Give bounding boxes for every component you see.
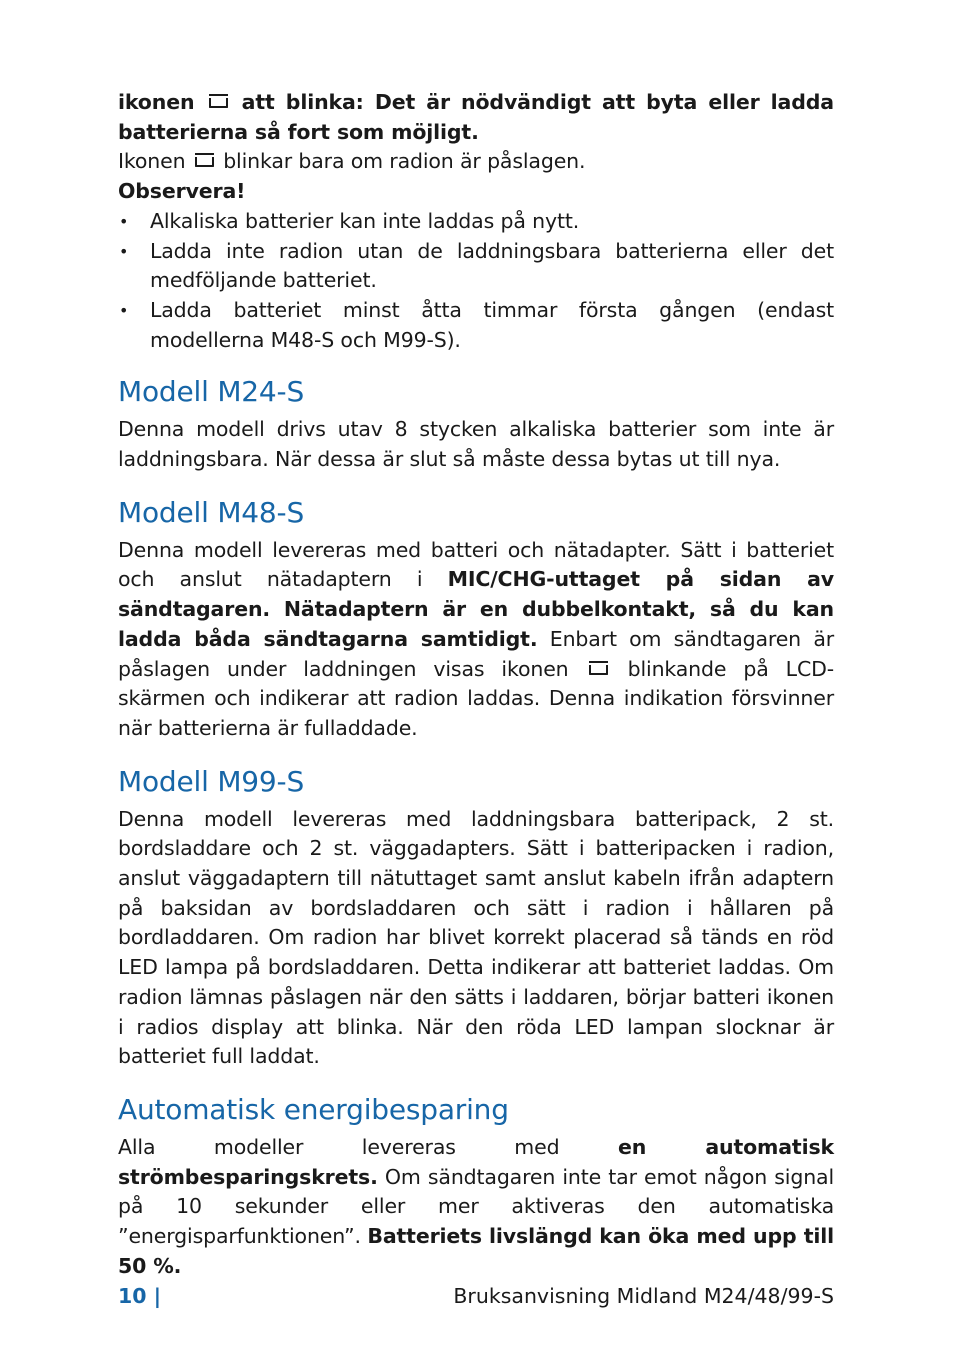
page-content: [118, 88, 834, 1282]
bullet-icon: •: [119, 241, 129, 261]
section-text-m99: Denna modell levereras med laddningsbara batteripack, 2 st. bordsladdare och 2 st. väggadapters. Sätt i batteripacken i radion, anslut väggadaptern till nätuttaget samt anslut kabeln ifrån adaptern på baksidan av bordsladdaren och sätt i radion i hållaren på bordladdaren. Om radion har blivet korrekt placerad så tänds en röd LED lampa på bordsladdaren. Detta indikerar att batteriet laddas. Om radion lämnas påslagen när den sätts i laddaren, börjar batteri ikonen i radios display att blinka. När den röda LED lampan slocknar är batteriet full laddat.: [118, 806, 834, 1069]
section-text-m24: Denna modell drivs utav 8 stycken alkaliska batterier som inte är laddningsbara. När dessa är slut så måste dessa bytas ut till nya.: [118, 417, 834, 472]
list-item: • Ladda batteriet minst åtta timmar första gången (endast modellerna M48-S och M99-S).: [119, 297, 834, 352]
intro-warning-text: att blinka: Det är nödvändigt att byta eller ladda batterierna så fort som möjligt.: [118, 90, 834, 144]
section-text-m48: Denna modell levereras med batteri och nätadapter. Sätt i batteriet och anslut nätadaptern i MIC/CHG-uttaget på sidan av sändtagaren. Nätadaptern är en dubbelkontakt, så du kan ladda båda sändtagarna samtidigt. Enbart om sändtagaren är påslagen under laddningen visas ikonen blinkande på LCD-skärmen och indikerar att radion laddas. Denna indikation försvinner när batterierna är fulladdade.: [118, 537, 835, 740]
bullet-icon: •: [119, 211, 129, 231]
section-heading-auto: Automatisk energibesparing: [118, 1092, 509, 1126]
note-list: [118, 207, 834, 356]
bullet-icon: •: [119, 300, 129, 320]
intro-note: [118, 147, 834, 177]
section-heading-m48: Modell M48-S: [118, 495, 305, 529]
section-heading-m24: Modell M24-S: [118, 375, 305, 409]
note-heading: Observera!: [118, 179, 246, 204]
page-number: 10 |: [118, 1284, 162, 1308]
footer-title: Bruksanvisning Midland M24/48/99-S: [453, 1284, 834, 1308]
intro-warning: [118, 88, 834, 147]
battery-icon: [209, 98, 228, 108]
list-item: • Ladda inte radion utan de laddningsbara batterierna eller det medföljande batteriet.: [119, 238, 834, 293]
battery-icon: [195, 157, 214, 167]
section-text-auto: Alla modeller levereras med en automatisk strömbesparingskrets. Om sändtagaren inte tar emot någon signal på 10 sekunder eller mer aktiveras den automatiska ”energisparfunktionen”. Batteriets livslängd kan öka med upp till 50 %.: [118, 1134, 834, 1278]
list-item: • Alkaliska batterier kan inte laddas på nytt.: [118, 207, 834, 237]
intro-warning-lead: ikonen: [118, 90, 195, 114]
intro-note-text: blinkar bara om radion är påslagen.: [223, 149, 586, 174]
battery-icon: [589, 665, 608, 675]
intro-note-lead: Ikonen: [118, 149, 186, 174]
section-heading-m99: Modell M99-S: [118, 764, 305, 798]
